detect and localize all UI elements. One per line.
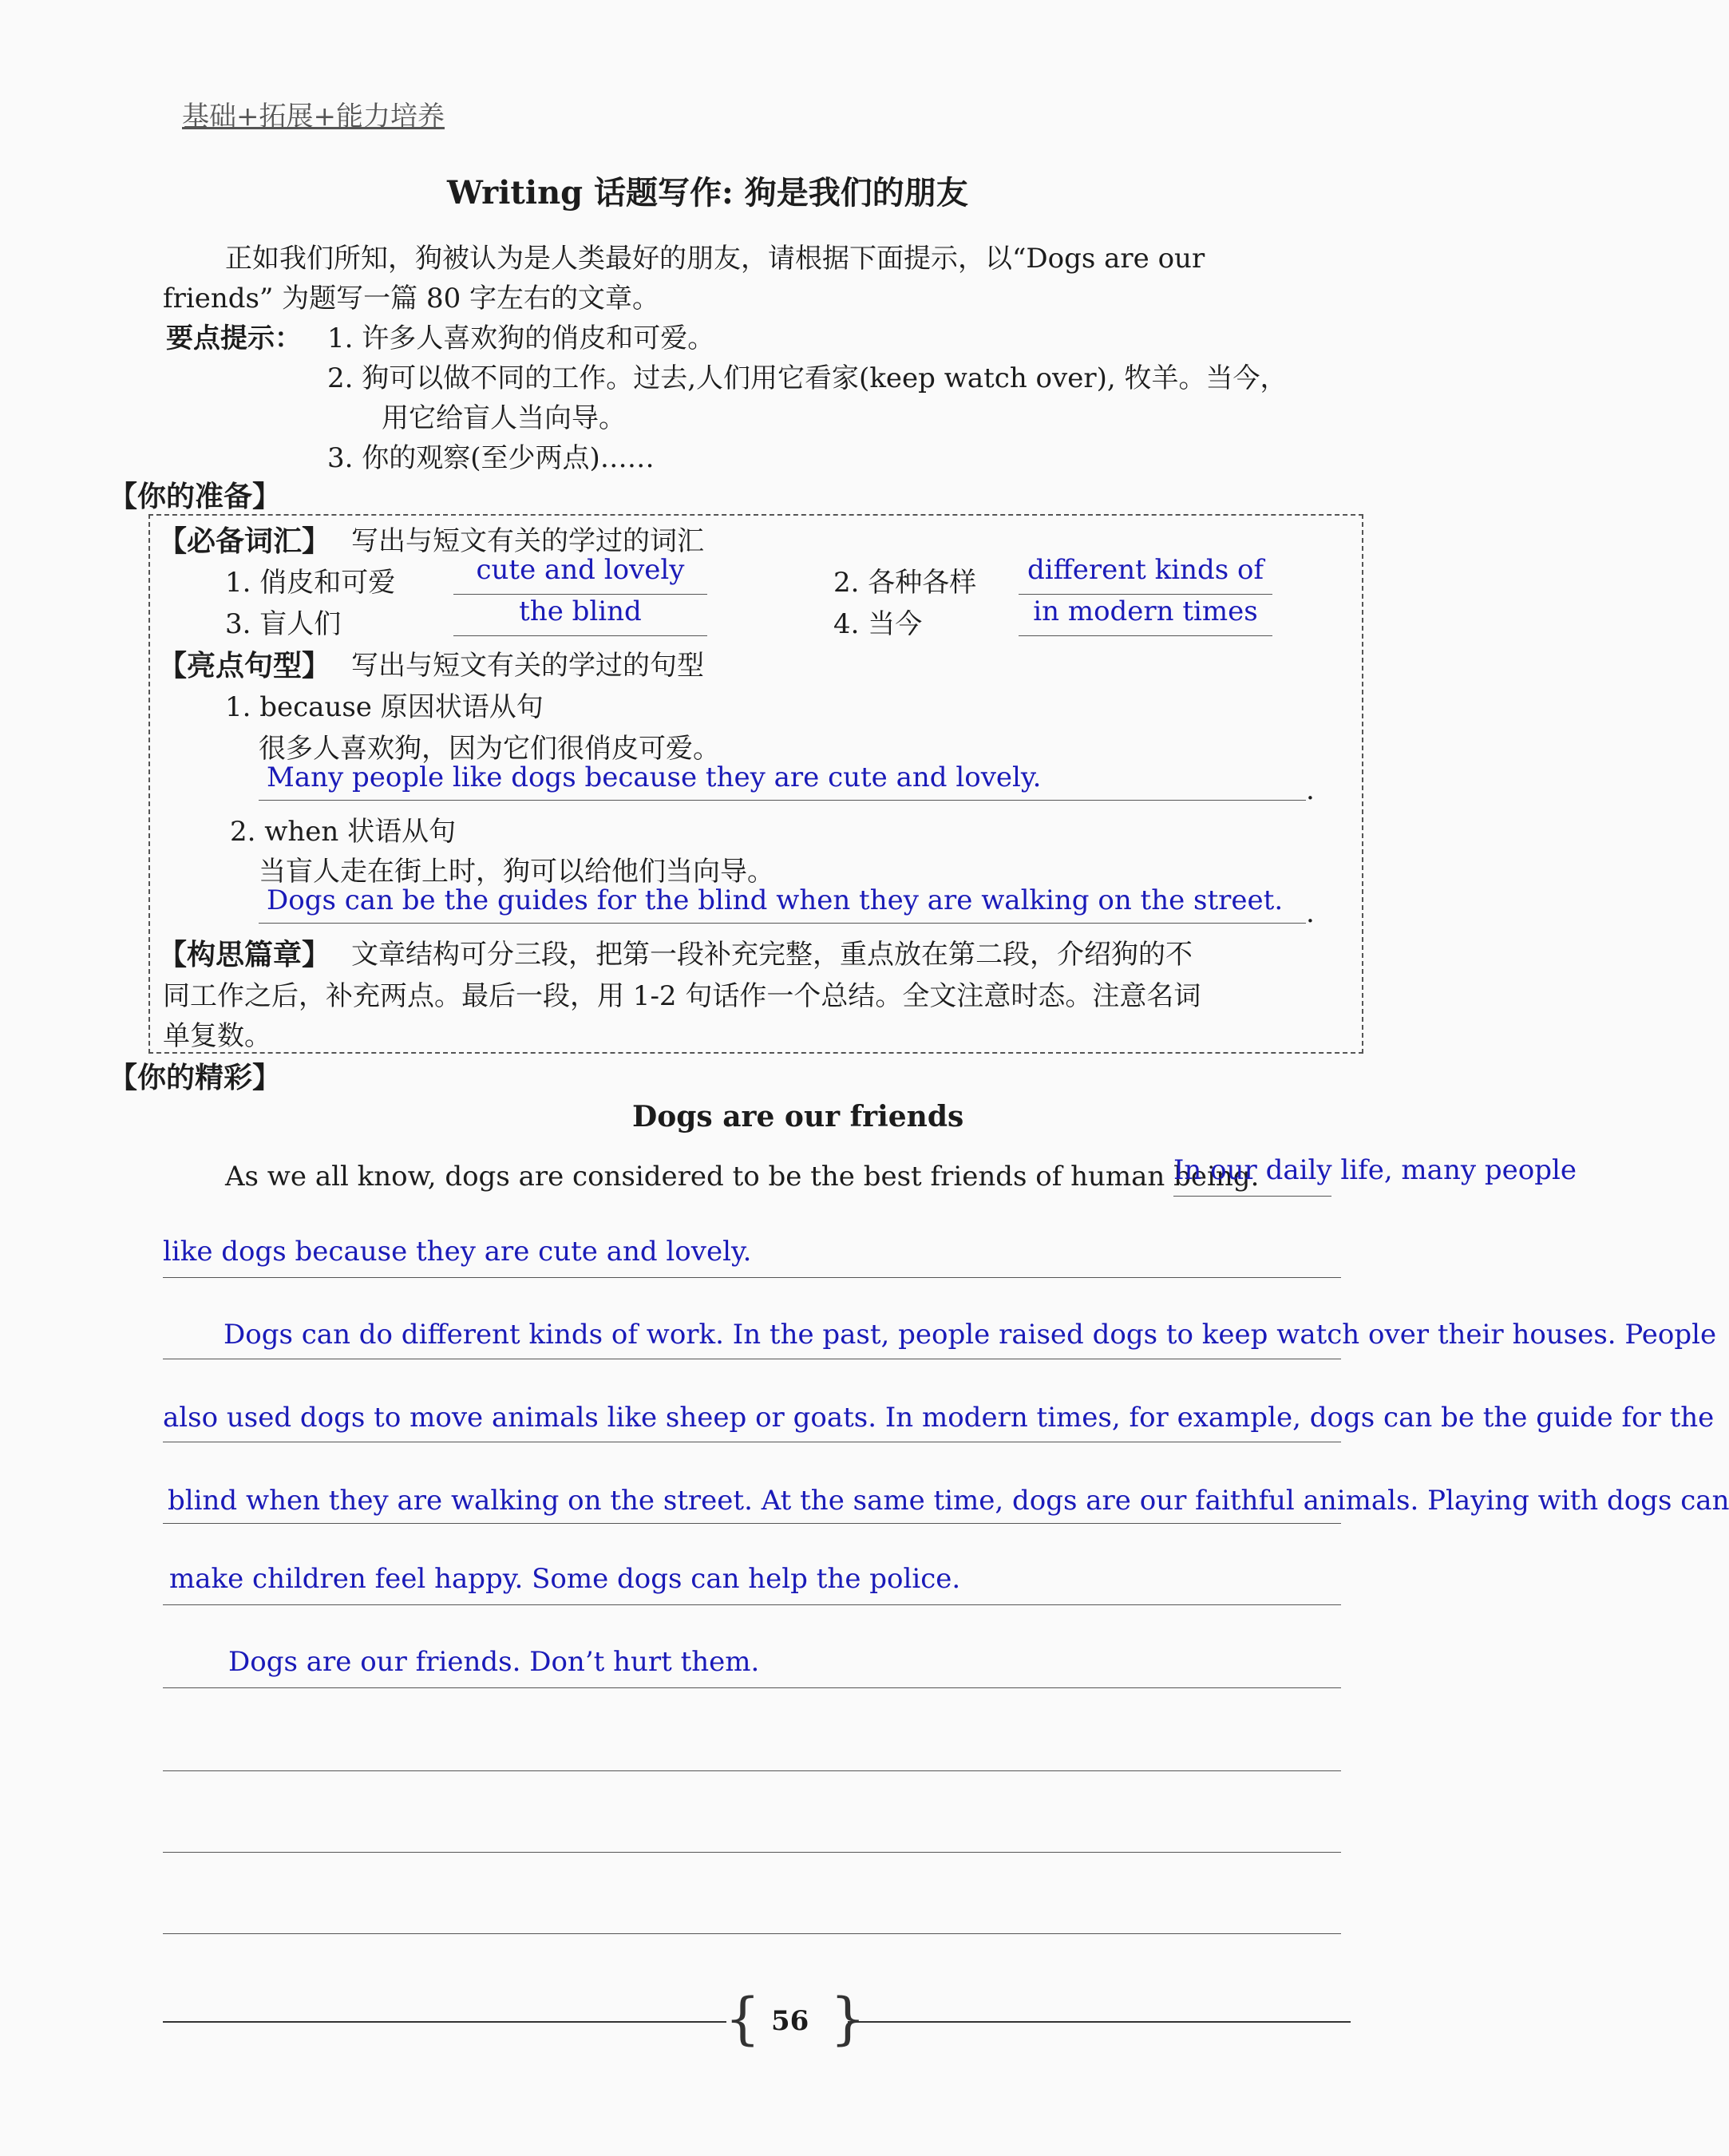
tip-3: 3. 你的观察(至少两点)…… bbox=[327, 442, 655, 474]
header-series-title: 基础+拓展+能力培养 bbox=[182, 101, 445, 133]
vocab-heading: 【必备词汇】 bbox=[158, 524, 331, 558]
page-number-right-brace: } bbox=[830, 1986, 866, 2051]
vocab-item-4-blank bbox=[1019, 635, 1272, 636]
vocab-item-2-label: 2. 各种各样 bbox=[833, 567, 977, 599]
sentence-2-heading: 2. when 状语从句 bbox=[230, 816, 457, 848]
essay-line-1[interactable]: In our daily life, many people bbox=[1173, 1154, 1577, 1186]
sentence-1-answer[interactable]: Many people like dogs because they are cute and lovely. bbox=[267, 762, 1042, 793]
page-number-left-brace: { bbox=[725, 1986, 761, 2051]
sentence-2-blank bbox=[259, 923, 1306, 924]
essay-blank-7 bbox=[163, 1770, 1341, 1771]
vocab-item-1-label: 1. 俏皮和可爱 bbox=[225, 567, 396, 599]
sentence-heading: 【亮点句型】 bbox=[158, 649, 331, 682]
essay-blank-6 bbox=[163, 1687, 1341, 1688]
vocab-item-3-answer[interactable]: the blind bbox=[519, 595, 642, 627]
essay-blank-1 bbox=[163, 1277, 1341, 1278]
vocab-item-1-blank bbox=[453, 594, 707, 595]
vocab-item-2-blank bbox=[1019, 594, 1272, 595]
footer-rule-right bbox=[848, 2021, 1351, 2023]
vocab-item-2-answer[interactable]: different kinds of bbox=[1027, 554, 1264, 586]
essay-line-7[interactable]: Dogs are our friends. Don’t hurt them. bbox=[228, 1646, 760, 1678]
sentence-1-blank bbox=[259, 800, 1306, 801]
vocab-item-4-label: 4. 当今 bbox=[833, 608, 923, 640]
essay-line-2[interactable]: like dogs because they are cute and lovely. bbox=[163, 1236, 752, 1268]
page-number: 56 bbox=[771, 2005, 809, 2037]
essay-blank-9 bbox=[163, 1933, 1341, 1934]
essay-title: Dogs are our friends bbox=[632, 1100, 964, 1133]
essay-blank-4 bbox=[163, 1523, 1341, 1524]
tip-2a: 2. 狗可以做不同的工作。过去,人们用它看家(keep watch over), 牧羊。当今， bbox=[327, 362, 1288, 394]
tip-2b: 用它给盲人当向导。 bbox=[382, 402, 626, 434]
essay-line-5[interactable]: blind when they are walking on the street. At the same time, dogs are our faithful animals. Playing with dogs can bbox=[168, 1485, 1729, 1517]
footer-rule-left bbox=[163, 2021, 726, 2023]
sentence-1-heading: 1. because 原因状语从句 bbox=[225, 691, 544, 723]
essay-line-3[interactable]: Dogs can do different kinds of work. In the past, people raised dogs to keep watch over their houses. People bbox=[224, 1319, 1717, 1351]
tip-1: 1. 许多人喜欢狗的俏皮和可爱。 bbox=[327, 322, 715, 354]
essay-blank-8 bbox=[163, 1852, 1341, 1853]
essay-line-6[interactable]: make children feel happy. Some dogs can help the police. bbox=[169, 1563, 961, 1595]
essay-heading: 【你的精彩】 bbox=[109, 1061, 282, 1094]
structure-text-2: 同工作之后，补充两点。最后一段，用 1-2 句话作一个总结。全文注意时态。注意名词 bbox=[163, 980, 1201, 1012]
vocab-item-3-label: 3. 盲人们 bbox=[225, 608, 342, 640]
sentence-1-period: . bbox=[1306, 774, 1315, 806]
page-title: Writing 话题写作: 狗是我们的朋友 bbox=[447, 174, 968, 212]
sentence-1-chinese: 很多人喜欢狗，因为它们很俏皮可爱。 bbox=[259, 733, 720, 765]
structure-text-1: 文章结构可分三段，把第一段补充完整，重点放在第二段，介绍狗的不 bbox=[351, 939, 1193, 971]
prompt-line-1: 正如我们所知，狗被认为是人类最好的朋友，请根据下面提示，以“Dogs are our bbox=[225, 243, 1205, 275]
sentence-2-chinese: 当盲人走在街上时，狗可以给他们当向导。 bbox=[259, 856, 774, 888]
vocab-instruction: 写出与短文有关的学过的词汇 bbox=[351, 525, 704, 557]
vocab-item-4-answer[interactable]: in modern times bbox=[1033, 595, 1258, 627]
vocab-item-1-answer[interactable]: cute and lovely bbox=[476, 554, 685, 586]
structure-heading: 【构思篇章】 bbox=[158, 938, 331, 971]
sentence-instruction: 写出与短文有关的学过的句型 bbox=[351, 650, 704, 682]
essay-line-4[interactable]: also used dogs to move animals like sheep or goats. In modern times, for example, dogs can be the guide for the bbox=[163, 1402, 1715, 1434]
vocab-item-3-blank bbox=[453, 635, 707, 636]
sentence-2-period: . bbox=[1306, 897, 1315, 929]
essay-blank-5 bbox=[163, 1604, 1341, 1605]
prompt-line-2: friends” 为题写一篇 80 字左右的文章。 bbox=[163, 283, 660, 314]
essay-blank-0 bbox=[1173, 1196, 1331, 1197]
sentence-2-answer[interactable]: Dogs can be the guides for the blind when they are walking on the street. bbox=[267, 884, 1284, 916]
structure-text-3: 单复数。 bbox=[163, 1020, 271, 1052]
essay-given-sentence: As we all know, dogs are considered to be the best friends of human being. bbox=[225, 1161, 1260, 1193]
prep-heading: 【你的准备】 bbox=[109, 480, 282, 513]
tips-label: 要点提示： bbox=[166, 322, 302, 354]
